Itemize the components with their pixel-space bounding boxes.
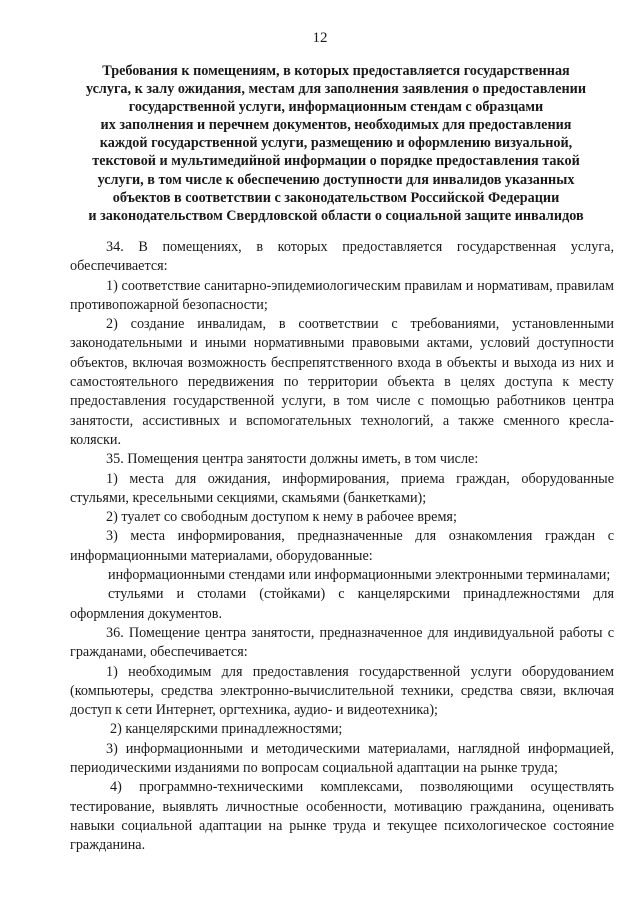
list-item-36-4: 4) программно-техническими комплексами, позволяющими осуществлять тестирование, выявлять личностные особенности, мотивацию гражданина, оценивать навыки социальной адаптации на рынке труда и текущее психологическое состояние гражданина. (70, 779, 614, 854)
document-body (70, 238, 614, 856)
heading-line: и законодательством Свердловской области о социальной защите инвалидов (88, 207, 584, 224)
paragraph-35: 35. Помещения центра занятости должны иметь, в том числе: (106, 451, 479, 468)
list-subitem-35-3-furniture: стульями и столами (стойками) с канцелярскими принадлежностями для оформления документов. (70, 586, 614, 622)
page-number: 12 (312, 30, 328, 46)
paragraph-36: 36. Помещение центра занятости, предназначенное для индивидуальной работы с гражданами, обеспечивается: (70, 624, 614, 661)
heading-line: услуги, в том числе к обеспечению доступности для инвалидов указанных (97, 171, 575, 188)
list-item-34-2: 2) создание инвалидам, в соответствии с требованиями, установленными законодательными и иными нормативными правовыми актами, условий доступности объектов, включая возможность беспрепятственного входа в объекты и выхода из них и самостоятельного передвижения по территории объекта в целях доступа к месту предоставления государственной услуги, в том числе с помощью работников центра занятости, ассистивных и вспомогательных технологий, а также сменного кресла-коляски. (70, 316, 614, 448)
heading-line: их заполнения и перечнем документов, необходимых для предоставления (100, 117, 572, 134)
heading-line: каждой государственной услуги, размещению и оформлению визуальной, (99, 135, 573, 152)
list-item-35-1: 1) места для ожидания, информирования, приема граждан, оборудованные стульями, кресельными секциями, скамьями (банкетками); (70, 470, 614, 506)
section-heading (60, 62, 612, 225)
heading-line: объектов в соответствии с законодательством Российской Федерации (112, 189, 560, 206)
heading-line: государственной услуги, информационным стендам с образцами (128, 99, 544, 116)
list-subitem-35-3-stands: информационными стендами или информационными электронными терминалами; (108, 567, 611, 584)
paragraph-34: 34. В помещениях, в которых предоставляется государственная услуга, обеспечивается: (70, 239, 614, 275)
heading-line: услуга, к залу ожидания, местам для заполнения заявления о предоставлении (85, 81, 587, 98)
list-item-35-2: 2) туалет со свободным доступом к нему в рабочее время; (106, 509, 457, 526)
heading-line: Требования к помещениям, в которых предоставляется государственная (102, 63, 570, 79)
list-item-36-3: 3) информационными и методическими материалами, наглядной информацией, периодическими изданиями по вопросам социальной адаптации на рынке труда; (70, 740, 614, 777)
list-item-34-1: 1) соответствие санитарно-эпидемиологическим правилам и нормативам, правилам противопожарной безопасности; (70, 277, 614, 313)
heading-line: текстовой и мультимедийной информации о порядке предоставления такой (92, 153, 580, 170)
list-item-36-1: 1) необходимым для предоставления государственной услуги оборудованием (компьютеры, средства электронно-вычислительной техники, средства связи, включая доступ к сети Интернет, оргтехника, аудио- и видеотехника); (70, 663, 614, 719)
list-item-36-2: 2) канцелярскими принадлежностями; (110, 721, 343, 738)
list-item-35-3: 3) места информирования, предназначенные для ознакомления граждан с информационными материалами, оборудованные: (70, 528, 614, 564)
